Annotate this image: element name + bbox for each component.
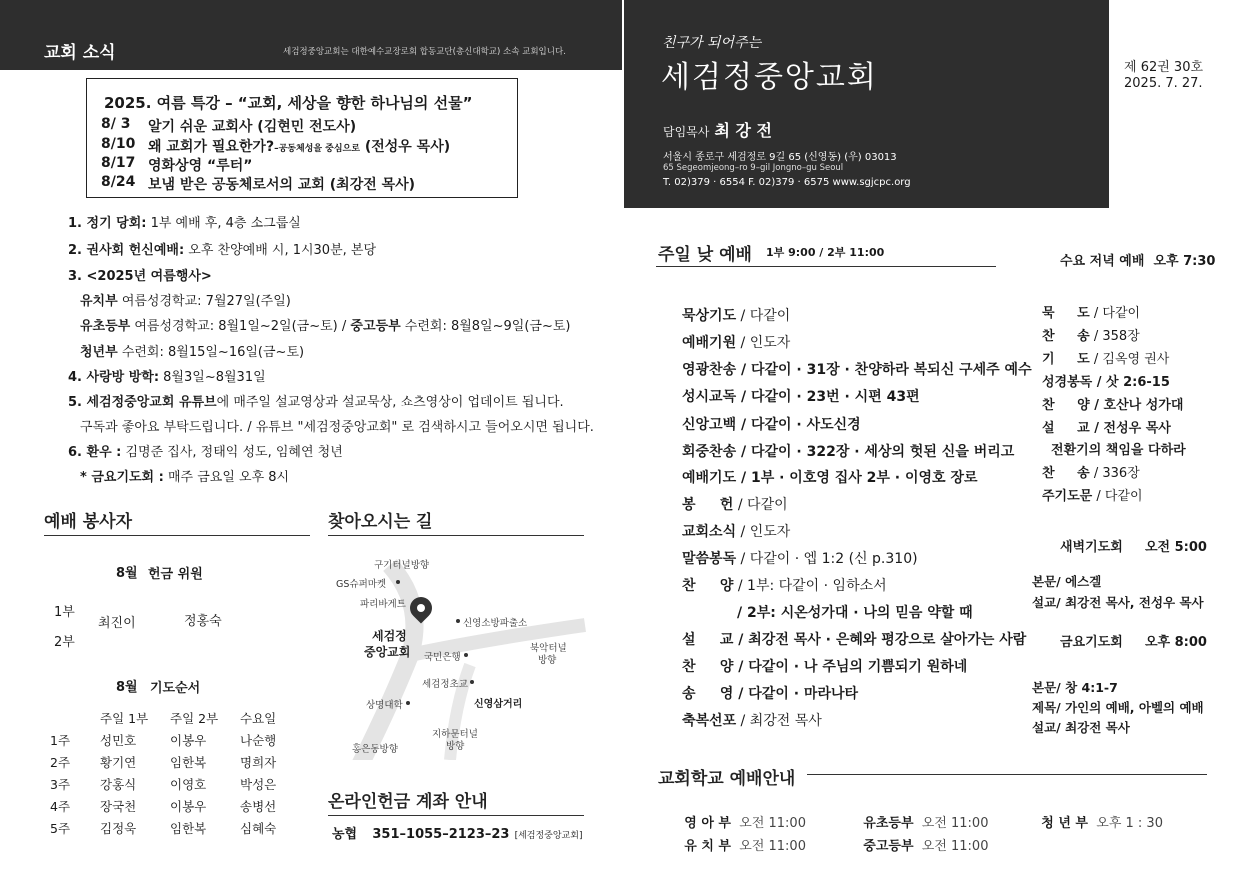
- news-item-6: 6. 환우 : 김명준 집사, 정태익 성도, 임혜연 청년: [68, 445, 343, 460]
- church-name: 세검정중앙교회: [661, 60, 878, 95]
- map-label: 지하문터널: [432, 729, 478, 740]
- table-header-cell: [50, 707, 100, 729]
- pastor: 담임목사 최 강 전: [663, 121, 772, 140]
- table-cell: 나순행: [240, 733, 277, 748]
- map-church-label: 세검정: [372, 629, 407, 643]
- worship-item: 영광찬송 / 다같이 · 31장 · 찬양하라 복되신 구세주 예수: [682, 362, 1032, 378]
- table-cell: 5주: [50, 821, 71, 836]
- worship-item: 설 교 / 최강전 목사 · 은혜와 평강으로 살아가는 사람: [682, 632, 1027, 648]
- wednesday-item: 전환기의 책임을 다하라: [1042, 443, 1186, 458]
- worship-item: 말씀봉독 / 다같이 · 엡 1:2 (신 p.310): [682, 551, 918, 567]
- map-marker: [396, 580, 400, 584]
- table-row: [50, 773, 300, 795]
- section-title-news: 교회 소식: [44, 43, 116, 63]
- worship-item: 예배기원 / 인도자: [682, 335, 791, 351]
- table-cell: 성민호: [100, 733, 137, 748]
- map-label: 국민은행: [424, 652, 461, 663]
- table-header-cell: 주일 1부: [100, 711, 149, 726]
- table-header-cell: 수요일: [240, 711, 277, 726]
- worship-item: 교회소식 / 인도자: [682, 524, 791, 540]
- friday-title: 금요기도회: [1060, 635, 1123, 650]
- school-row: 중고등부 오전 11:00: [863, 839, 989, 854]
- worship-item: 송 영 / 다같이 · 마라나타: [682, 686, 859, 702]
- table-header-cell: 주일 2부: [170, 711, 219, 726]
- map-marker: [470, 680, 474, 684]
- dawn-text: 본문/ 에스겔: [1032, 574, 1102, 589]
- table-row: [50, 795, 300, 817]
- table-cell: 송병선: [240, 799, 277, 814]
- address-korean: 서울시 종로구 세검정로 9길 65 (신영동) (우) 03013: [663, 152, 897, 163]
- dawn-title: 새벽기도회: [1060, 540, 1123, 555]
- section-title-map: 찾아오시는 길: [328, 512, 433, 532]
- news-item-3b: 유초등부 여름성경학교: 8월1일~2일(금~토) / 중고등부 수련회: 8월8일~9일(금~토): [80, 319, 571, 334]
- map-marker: [406, 701, 410, 705]
- table-cell: 심혜숙: [240, 821, 277, 836]
- map-label: 구기터널방향: [374, 560, 430, 571]
- table-cell: 2주: [50, 755, 71, 770]
- school-row: 유초등부 오전 11:00: [863, 816, 989, 831]
- wednesday-item: 설 교 / 전성우 목사: [1042, 421, 1171, 436]
- map-label: 신영소방파출소: [463, 618, 528, 629]
- table-cell: 1주: [50, 733, 71, 748]
- wednesday-item: 기 도 / 김옥영 권사: [1042, 352, 1170, 367]
- divider: [328, 815, 584, 816]
- map-label: 홍은동방향: [352, 744, 398, 755]
- summer-lecture-title: 2025. 여름 특강 – “교회, 세상을 향한 하나님의 선물”: [104, 94, 473, 112]
- worship-item: 회중찬송 / 다같이 · 322장 · 세상의 헛된 신을 버리고: [682, 444, 1015, 460]
- school-row: 영 아 부 오전 11:00: [684, 816, 806, 831]
- school-row: 청 년 부 오후 1 : 30: [1041, 816, 1163, 831]
- worship-item: 신앙고백 / 다같이 · 사도신경: [682, 417, 861, 433]
- lecture-topic: 알기 쉬운 교회사 (김현민 전도사): [148, 119, 357, 135]
- table-cell: 강홍식: [100, 777, 137, 792]
- wednesday-item: 찬 양 / 호산나 성가대: [1042, 398, 1184, 413]
- issue-date: 2025. 7. 27.: [1124, 76, 1203, 91]
- prayer-title: 기도순서: [150, 681, 201, 696]
- dawn-text: 설교/ 최강전 목사, 전성우 목사: [1032, 595, 1204, 610]
- news-item-4: 4. 사랑방 방학: 8월3일~8월31일: [68, 370, 266, 385]
- table-cell: 이봉우: [170, 733, 207, 748]
- lecture-topic: 왜 교회가 필요한가?–공동체성을 중심으로 (전성우 목사): [148, 139, 451, 155]
- dawn-time: 오전 5:00: [1145, 540, 1207, 555]
- bank-account: 농협 351–1055–2123–23 [세검정중앙교회]: [332, 827, 583, 842]
- wednesday-item: 성경봉독 / 삿 2:6-15: [1042, 375, 1170, 390]
- address-english: 65 Segeomjeong–ro 9–gil Jongno–gu Seoul: [663, 163, 844, 173]
- section-title-school: 교회학교 예배안내: [658, 769, 796, 789]
- worship-item: 예배기도 / 1부 · 이호영 집사 2부 · 이영호 장로: [682, 470, 978, 486]
- wednesday-item: 찬 송 / 358장: [1042, 329, 1140, 344]
- denomination-note: 세검정중앙교회는 대한예수교장로회 합동교단(총신대학교) 소속 교회입니다.: [283, 47, 566, 57]
- worship-item: 축복선포 / 최강전 목사: [682, 713, 822, 729]
- friday-text: 제목/ 가인의 예배, 아벨의 예배: [1032, 700, 1204, 715]
- table-row: [50, 729, 300, 751]
- section-title-sunday: 주일 낮 예배: [658, 245, 752, 265]
- issue-volume: 제 62권 30호: [1124, 60, 1204, 75]
- worship-item: 묵상기도 / 다같이: [682, 308, 791, 324]
- lecture-date: 8/10: [101, 136, 136, 152]
- news-item-2: 2. 권사회 헌신예배: 오후 찬양예배 시, 1시30분, 본당: [68, 243, 377, 258]
- location-map: [330, 545, 590, 760]
- row-label: 2부: [54, 635, 75, 650]
- section-title-online: 온라인헌금 계좌 안내: [328, 792, 488, 812]
- news-item-3: 3. <2025년 여름행사>: [68, 269, 212, 284]
- table-cell: 이봉우: [170, 799, 207, 814]
- offering-name: 최진이: [98, 616, 136, 631]
- map-crossroad-label: 신영삼거리: [474, 699, 523, 710]
- divider: [328, 535, 584, 536]
- contact-info: T. 02)379 · 6554 F. 02)379 · 6575 www.sgjcpc.org: [663, 177, 911, 188]
- map-marker: [464, 653, 468, 657]
- worship-item: / 2부: 시온성가대 · 나의 믿음 약할 때: [737, 605, 973, 621]
- prayer-month: 8월: [116, 680, 138, 695]
- tagline: 친구가 되어주는: [662, 35, 762, 51]
- worship-item: 찬 양 / 다같이 · 나 주님의 기쁨되기 원하네: [682, 659, 968, 675]
- table-row: [50, 751, 300, 773]
- section-title-servers: 예배 봉사자: [44, 512, 133, 532]
- friday-time: 오후 8:00: [1145, 635, 1207, 650]
- lecture-topic: 영화상영 “루터”: [148, 158, 253, 174]
- wednesday-item: 주기도문 / 다같이: [1042, 489, 1143, 504]
- friday-text: 설교/ 최강전 목사: [1032, 720, 1130, 735]
- worship-item: 찬 양 / 1부: 다같이 · 임하소서: [682, 578, 887, 594]
- lecture-date: 8/24: [101, 174, 136, 190]
- table-cell: 3주: [50, 777, 71, 792]
- map-label: 북악터널: [530, 643, 567, 654]
- school-row: 유 치 부 오전 11:00: [684, 839, 806, 854]
- table-header-row: [50, 707, 300, 729]
- lecture-topic: 보냄 받은 공동체로서의 교회 (최강전 목사): [148, 177, 416, 193]
- map-label: 파리바게트: [360, 599, 406, 610]
- table-cell: 4주: [50, 799, 71, 814]
- table-cell: 이영호: [170, 777, 207, 792]
- offering-name: 정홍숙: [184, 614, 222, 629]
- news-item-1: 1. 정기 당회: 1부 예배 후, 4층 소그룹실: [68, 216, 301, 231]
- wednesday-title: 수요 저녁 예배 오후 7:30: [1060, 254, 1216, 269]
- worship-item: 성시교독 / 다같이 · 23번 · 시편 43편: [682, 389, 920, 405]
- offering-title: 헌금 위원: [148, 567, 203, 582]
- wednesday-item: 찬 송 / 336장: [1042, 466, 1140, 481]
- map-church-label: 중앙교회: [364, 645, 411, 659]
- divider: [44, 535, 310, 536]
- map-label: 세검정초교: [422, 679, 468, 690]
- prayer-schedule-table: [50, 707, 300, 839]
- table-cell: 임한복: [170, 755, 207, 770]
- lecture-date: 8/17: [101, 155, 136, 171]
- table-row: [50, 817, 300, 839]
- map-label: 방향: [538, 655, 557, 666]
- row-label: 1부: [54, 605, 75, 620]
- table-cell: 임한복: [170, 821, 207, 836]
- table-cell: 황기연: [100, 755, 137, 770]
- worship-item: 봉 헌 / 다같이: [682, 497, 788, 513]
- news-item-3a: 유치부 여름성경학교: 7월27일(주일): [80, 294, 291, 309]
- divider: [807, 774, 1207, 775]
- news-item-7: * 금요기도회 : 매주 금요일 오후 8시: [80, 470, 290, 485]
- news-item-5-cont: 구독과 좋아요 부탁드립니다. / 유튜브 "세검정중앙교회" 로 검색하시고 들어오시면 됩니다.: [80, 420, 594, 435]
- offering-month: 8월: [116, 566, 138, 581]
- lecture-date: 8/ 3: [101, 116, 131, 132]
- map-label: 방향: [446, 741, 465, 752]
- table-cell: 장국천: [100, 799, 137, 814]
- news-item-5: 5. 세검정중앙교회 유튜브에 매주일 설교영상과 설교묵상, 쇼츠영상이 업데이트 됩니다.: [68, 395, 564, 410]
- friday-text: 본문/ 창 4:1-7: [1032, 680, 1118, 695]
- map-label: GS슈퍼마켓: [336, 579, 387, 590]
- map-marker: [456, 619, 460, 623]
- table-cell: 박성은: [240, 777, 277, 792]
- divider: [656, 266, 996, 267]
- table-cell: 김정욱: [100, 821, 137, 836]
- news-item-3d: 청년부 수련회: 8월15일~16일(금~토): [80, 345, 305, 360]
- map-label: 상명대학: [366, 700, 403, 711]
- table-cell: 명희자: [240, 755, 277, 770]
- wednesday-item: 묵 도 / 다같이: [1042, 306, 1141, 321]
- sunday-times: 1부 9:00 / 2부 11:00: [766, 246, 885, 259]
